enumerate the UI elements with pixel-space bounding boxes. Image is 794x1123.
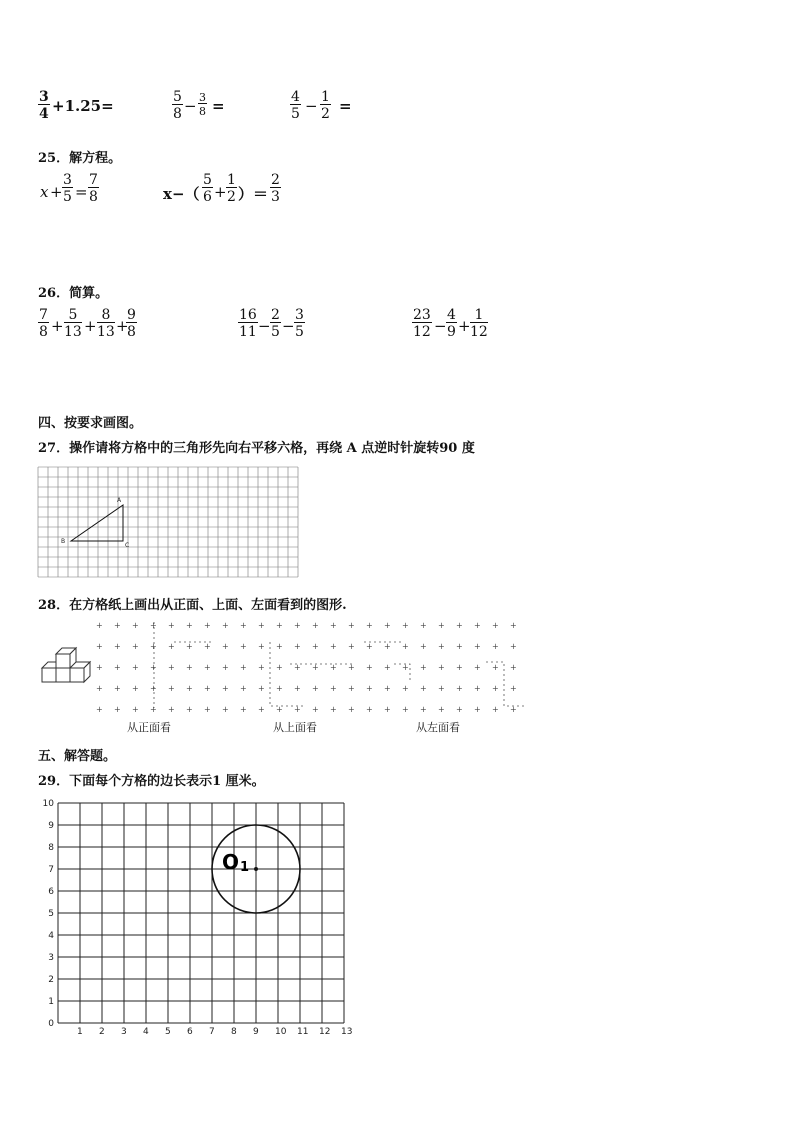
grid-dot: + — [330, 642, 337, 651]
x-tick-label: 1 — [77, 1027, 83, 1037]
operator: + — [116, 317, 129, 335]
grid-dot: + — [330, 621, 337, 630]
question-28-title: 28．在方格纸上画出从正面、上面、左面看到的图形. — [38, 598, 347, 613]
caption-front-view: 从正面看 — [127, 721, 171, 734]
grid-dot: + — [150, 663, 157, 672]
circle-label-subscript: 1 — [240, 860, 250, 875]
y-tick-label: 9 — [48, 821, 54, 831]
grid-dot: + — [366, 705, 373, 714]
x-tick-label: 10 — [275, 1027, 287, 1037]
grid-dot: + — [438, 642, 445, 651]
grid-dot: + — [168, 621, 175, 630]
grid-dot: + — [438, 663, 445, 672]
grid-dot: + — [222, 705, 229, 714]
grid-dot: + — [456, 705, 463, 714]
grid-dot: + — [492, 642, 499, 651]
grid-dot: + — [366, 621, 373, 630]
grid-dot: + — [168, 684, 175, 693]
translation-grid — [38, 467, 300, 579]
grid-dot: + — [168, 663, 175, 672]
question-29-title: 29．下面每个方格的边长表示1 厘米。 — [38, 774, 265, 789]
grid-dot: + — [114, 621, 121, 630]
grid-dot: + — [474, 705, 481, 714]
grid-dot: + — [294, 642, 301, 651]
operator: − — [282, 317, 295, 335]
grid-dot: + — [348, 684, 355, 693]
grid-dot: + — [150, 621, 157, 630]
grid-dot: + — [132, 663, 139, 672]
grid-dot: + — [96, 642, 103, 651]
variable: x — [40, 183, 49, 201]
grid-dot: + — [204, 642, 211, 651]
question-26-title: 26．简算。 — [38, 286, 109, 301]
grid-dot: + — [384, 663, 391, 672]
grid-dot: + — [204, 663, 211, 672]
y-tick-label: 1 — [48, 997, 54, 1007]
x-tick-label: 12 — [319, 1027, 331, 1037]
fraction: $\frac{3}{4}$ — [39, 89, 49, 122]
fraction: $\frac{1}{12}$ — [470, 307, 488, 340]
grid-dot: + — [492, 705, 499, 714]
question-27-title: 27．操作请将方格中的三角形先向右平移六格，再绕 A 点逆时针旋转90 度 — [38, 441, 475, 456]
grid-dot: + — [402, 642, 409, 651]
x-tick-label: 5 — [165, 1027, 171, 1037]
grid-dot: + — [402, 705, 409, 714]
x-tick-label: 2 — [99, 1027, 105, 1037]
operator: − — [184, 97, 197, 115]
grid-dot: + — [384, 642, 391, 651]
grid-dot: + — [474, 663, 481, 672]
grid-dot: + — [294, 621, 301, 630]
grid-dot: + — [420, 705, 427, 714]
x-tick-label: 13 — [341, 1027, 353, 1037]
y-tick-label: 8 — [48, 843, 54, 853]
y-tick-label: 6 — [48, 887, 54, 897]
grid-dot: + — [312, 663, 319, 672]
expression-open: x−（ — [163, 185, 200, 203]
operator: − — [258, 317, 271, 335]
y-tick-label: 3 — [48, 953, 54, 963]
grid-dot: + — [492, 684, 499, 693]
operator: − — [305, 97, 318, 115]
grid-dot: + — [366, 642, 373, 651]
triangle-abc — [71, 505, 123, 541]
fraction: $\frac{8}{13}$ — [97, 307, 115, 340]
y-tick-label: 10 — [42, 799, 54, 809]
grid-dot: + — [510, 705, 517, 714]
grid-dot: + — [132, 642, 139, 651]
grid-dot: + — [96, 705, 103, 714]
fraction: $\frac{5}{6}$ — [203, 172, 212, 205]
expression-close: ）＝ — [238, 185, 269, 203]
grid-dot: + — [258, 663, 265, 672]
dot-grid-paper — [94, 622, 526, 712]
fraction: $\frac{7}{8}$ — [89, 172, 98, 205]
vertex-label-a: A — [117, 497, 122, 504]
grid-dot: + — [186, 663, 193, 672]
grid-dot: + — [132, 705, 139, 714]
x-tick-label: 3 — [121, 1027, 127, 1037]
grid-dot: + — [474, 621, 481, 630]
fraction: $\frac{1}{2}$ — [321, 89, 330, 122]
grid-dot: + — [348, 663, 355, 672]
grid-dot: + — [420, 684, 427, 693]
grid-dot: + — [474, 642, 481, 651]
fraction: $\frac{5}{8}$ — [173, 89, 182, 122]
grid-dot: + — [240, 684, 247, 693]
grid-dot: + — [186, 684, 193, 693]
grid-dot: + — [132, 684, 139, 693]
grid-dot: + — [132, 621, 139, 630]
grid-dot: + — [438, 684, 445, 693]
circle-label: O — [222, 850, 240, 874]
x-tick-label: 6 — [187, 1027, 193, 1037]
grid-dot: + — [384, 705, 391, 714]
fraction: $\frac{2}{5}$ — [271, 307, 280, 340]
y-tick-label: 0 — [48, 1019, 54, 1029]
operator: + — [50, 183, 63, 201]
grid-dot: + — [348, 621, 355, 630]
operator: + — [458, 317, 471, 335]
fraction: $\frac{5}{13}$ — [64, 307, 82, 340]
grid-dot: + — [294, 705, 301, 714]
grid-dot: + — [294, 684, 301, 693]
grid-dot: + — [456, 663, 463, 672]
grid-dot: + — [384, 684, 391, 693]
grid-dot: + — [456, 621, 463, 630]
grid-dot: + — [312, 642, 319, 651]
grid-dot: + — [204, 705, 211, 714]
grid-dot: + — [276, 621, 283, 630]
expression-rest: +1.25= — [52, 97, 114, 115]
fraction: $\frac{3}{8}$ — [199, 91, 206, 118]
grid-dot: + — [420, 663, 427, 672]
grid-dot: + — [330, 705, 337, 714]
y-tick-label: 4 — [48, 931, 54, 941]
grid-dot: + — [240, 663, 247, 672]
x-tick-label: 4 — [143, 1027, 149, 1037]
equals: = — [339, 97, 352, 115]
y-tick-label: 7 — [48, 865, 54, 875]
grid-dot: + — [240, 621, 247, 630]
grid-dot: + — [222, 663, 229, 672]
grid-dot: + — [96, 621, 103, 630]
grid-dot: + — [96, 663, 103, 672]
coordinate-grid — [36, 798, 356, 1038]
grid-dot: + — [402, 621, 409, 630]
grid-dot: + — [168, 705, 175, 714]
grid-dot: + — [114, 684, 121, 693]
section-5-title: 五、解答题。 — [38, 749, 117, 764]
grid-dot: + — [402, 684, 409, 693]
section-4-title: 四、按要求画图。 — [38, 416, 143, 431]
grid-dot: + — [186, 642, 193, 651]
circle-center-point — [254, 867, 258, 871]
grid-dot: + — [492, 663, 499, 672]
fraction: $\frac{3}{5}$ — [63, 172, 72, 205]
fraction: $\frac{16}{11}$ — [239, 307, 257, 340]
grid-dot: + — [258, 642, 265, 651]
grid-dot: + — [294, 663, 301, 672]
grid-dot: + — [330, 684, 337, 693]
grid-dot: + — [330, 663, 337, 672]
vertex-label-c: C — [125, 542, 130, 549]
operator: + — [214, 183, 227, 201]
grid-dot: + — [258, 684, 265, 693]
caption-left-view: 从左面看 — [416, 721, 460, 734]
grid-dot: + — [96, 684, 103, 693]
grid-dot: + — [510, 663, 517, 672]
x-tick-label: 8 — [231, 1027, 237, 1037]
grid-dot: + — [474, 684, 481, 693]
grid-dot: + — [510, 642, 517, 651]
equals: = — [212, 97, 225, 115]
grid-dot: + — [348, 642, 355, 651]
grid-dot: + — [204, 621, 211, 630]
y-tick-label: 2 — [48, 975, 54, 985]
fraction: $\frac{23}{12}$ — [413, 307, 431, 340]
vertex-label-b: B — [61, 538, 66, 545]
grid-dot: + — [312, 705, 319, 714]
operator: + — [51, 317, 64, 335]
grid-dot: + — [204, 684, 211, 693]
grid-dot: + — [510, 621, 517, 630]
grid-dot: + — [366, 663, 373, 672]
x-tick-label: 11 — [297, 1027, 309, 1037]
grid-dot: + — [114, 642, 121, 651]
equals: = — [75, 183, 88, 201]
grid-dot: + — [276, 642, 283, 651]
fraction: $\frac{4}{9}$ — [447, 307, 456, 340]
grid-dot: + — [240, 705, 247, 714]
grid-dot: + — [312, 621, 319, 630]
grid-dot: + — [384, 621, 391, 630]
grid-dot: + — [114, 663, 121, 672]
fraction: $\frac{7}{8}$ — [39, 307, 48, 340]
grid-dot: + — [168, 642, 175, 651]
grid-dot: + — [438, 705, 445, 714]
grid-dot: + — [150, 684, 157, 693]
caption-top-view: 从上面看 — [273, 721, 317, 734]
x-tick-label: 7 — [209, 1027, 215, 1037]
grid-dot: + — [402, 663, 409, 672]
cube-stack-figure — [40, 642, 96, 686]
fraction: $\frac{2}{3}$ — [271, 172, 280, 205]
grid-dot: + — [258, 621, 265, 630]
fraction: $\frac{9}{8}$ — [127, 307, 136, 340]
question-25-title: 25．解方程。 — [38, 151, 122, 166]
grid-dot: + — [258, 705, 265, 714]
grid-dot: + — [222, 621, 229, 630]
grid-dot: + — [114, 705, 121, 714]
grid-dot: + — [348, 705, 355, 714]
y-tick-label: 5 — [48, 909, 54, 919]
grid-dot: + — [456, 642, 463, 651]
grid-dot: + — [150, 705, 157, 714]
grid-dot: + — [222, 642, 229, 651]
grid-dot: + — [222, 684, 229, 693]
grid-dot: + — [420, 621, 427, 630]
fraction: $\frac{4}{5}$ — [291, 89, 300, 122]
grid-dot: + — [276, 684, 283, 693]
grid-dot: + — [456, 684, 463, 693]
grid-dot: + — [276, 705, 283, 714]
grid-dot: + — [366, 684, 373, 693]
grid-dot: + — [186, 621, 193, 630]
fraction: $\frac{1}{2}$ — [227, 172, 236, 205]
grid-dot: + — [492, 621, 499, 630]
grid-dot: + — [312, 684, 319, 693]
grid-dot: + — [240, 642, 247, 651]
operator: − — [434, 317, 447, 335]
operator: + — [84, 317, 97, 335]
grid-dot: + — [510, 684, 517, 693]
grid-dot: + — [438, 621, 445, 630]
grid-dot: + — [186, 705, 193, 714]
grid-dot: + — [420, 642, 427, 651]
fraction: $\frac{3}{5}$ — [295, 307, 304, 340]
x-tick-label: 9 — [253, 1027, 259, 1037]
grid-dot: + — [150, 642, 157, 651]
grid-dot: + — [276, 663, 283, 672]
